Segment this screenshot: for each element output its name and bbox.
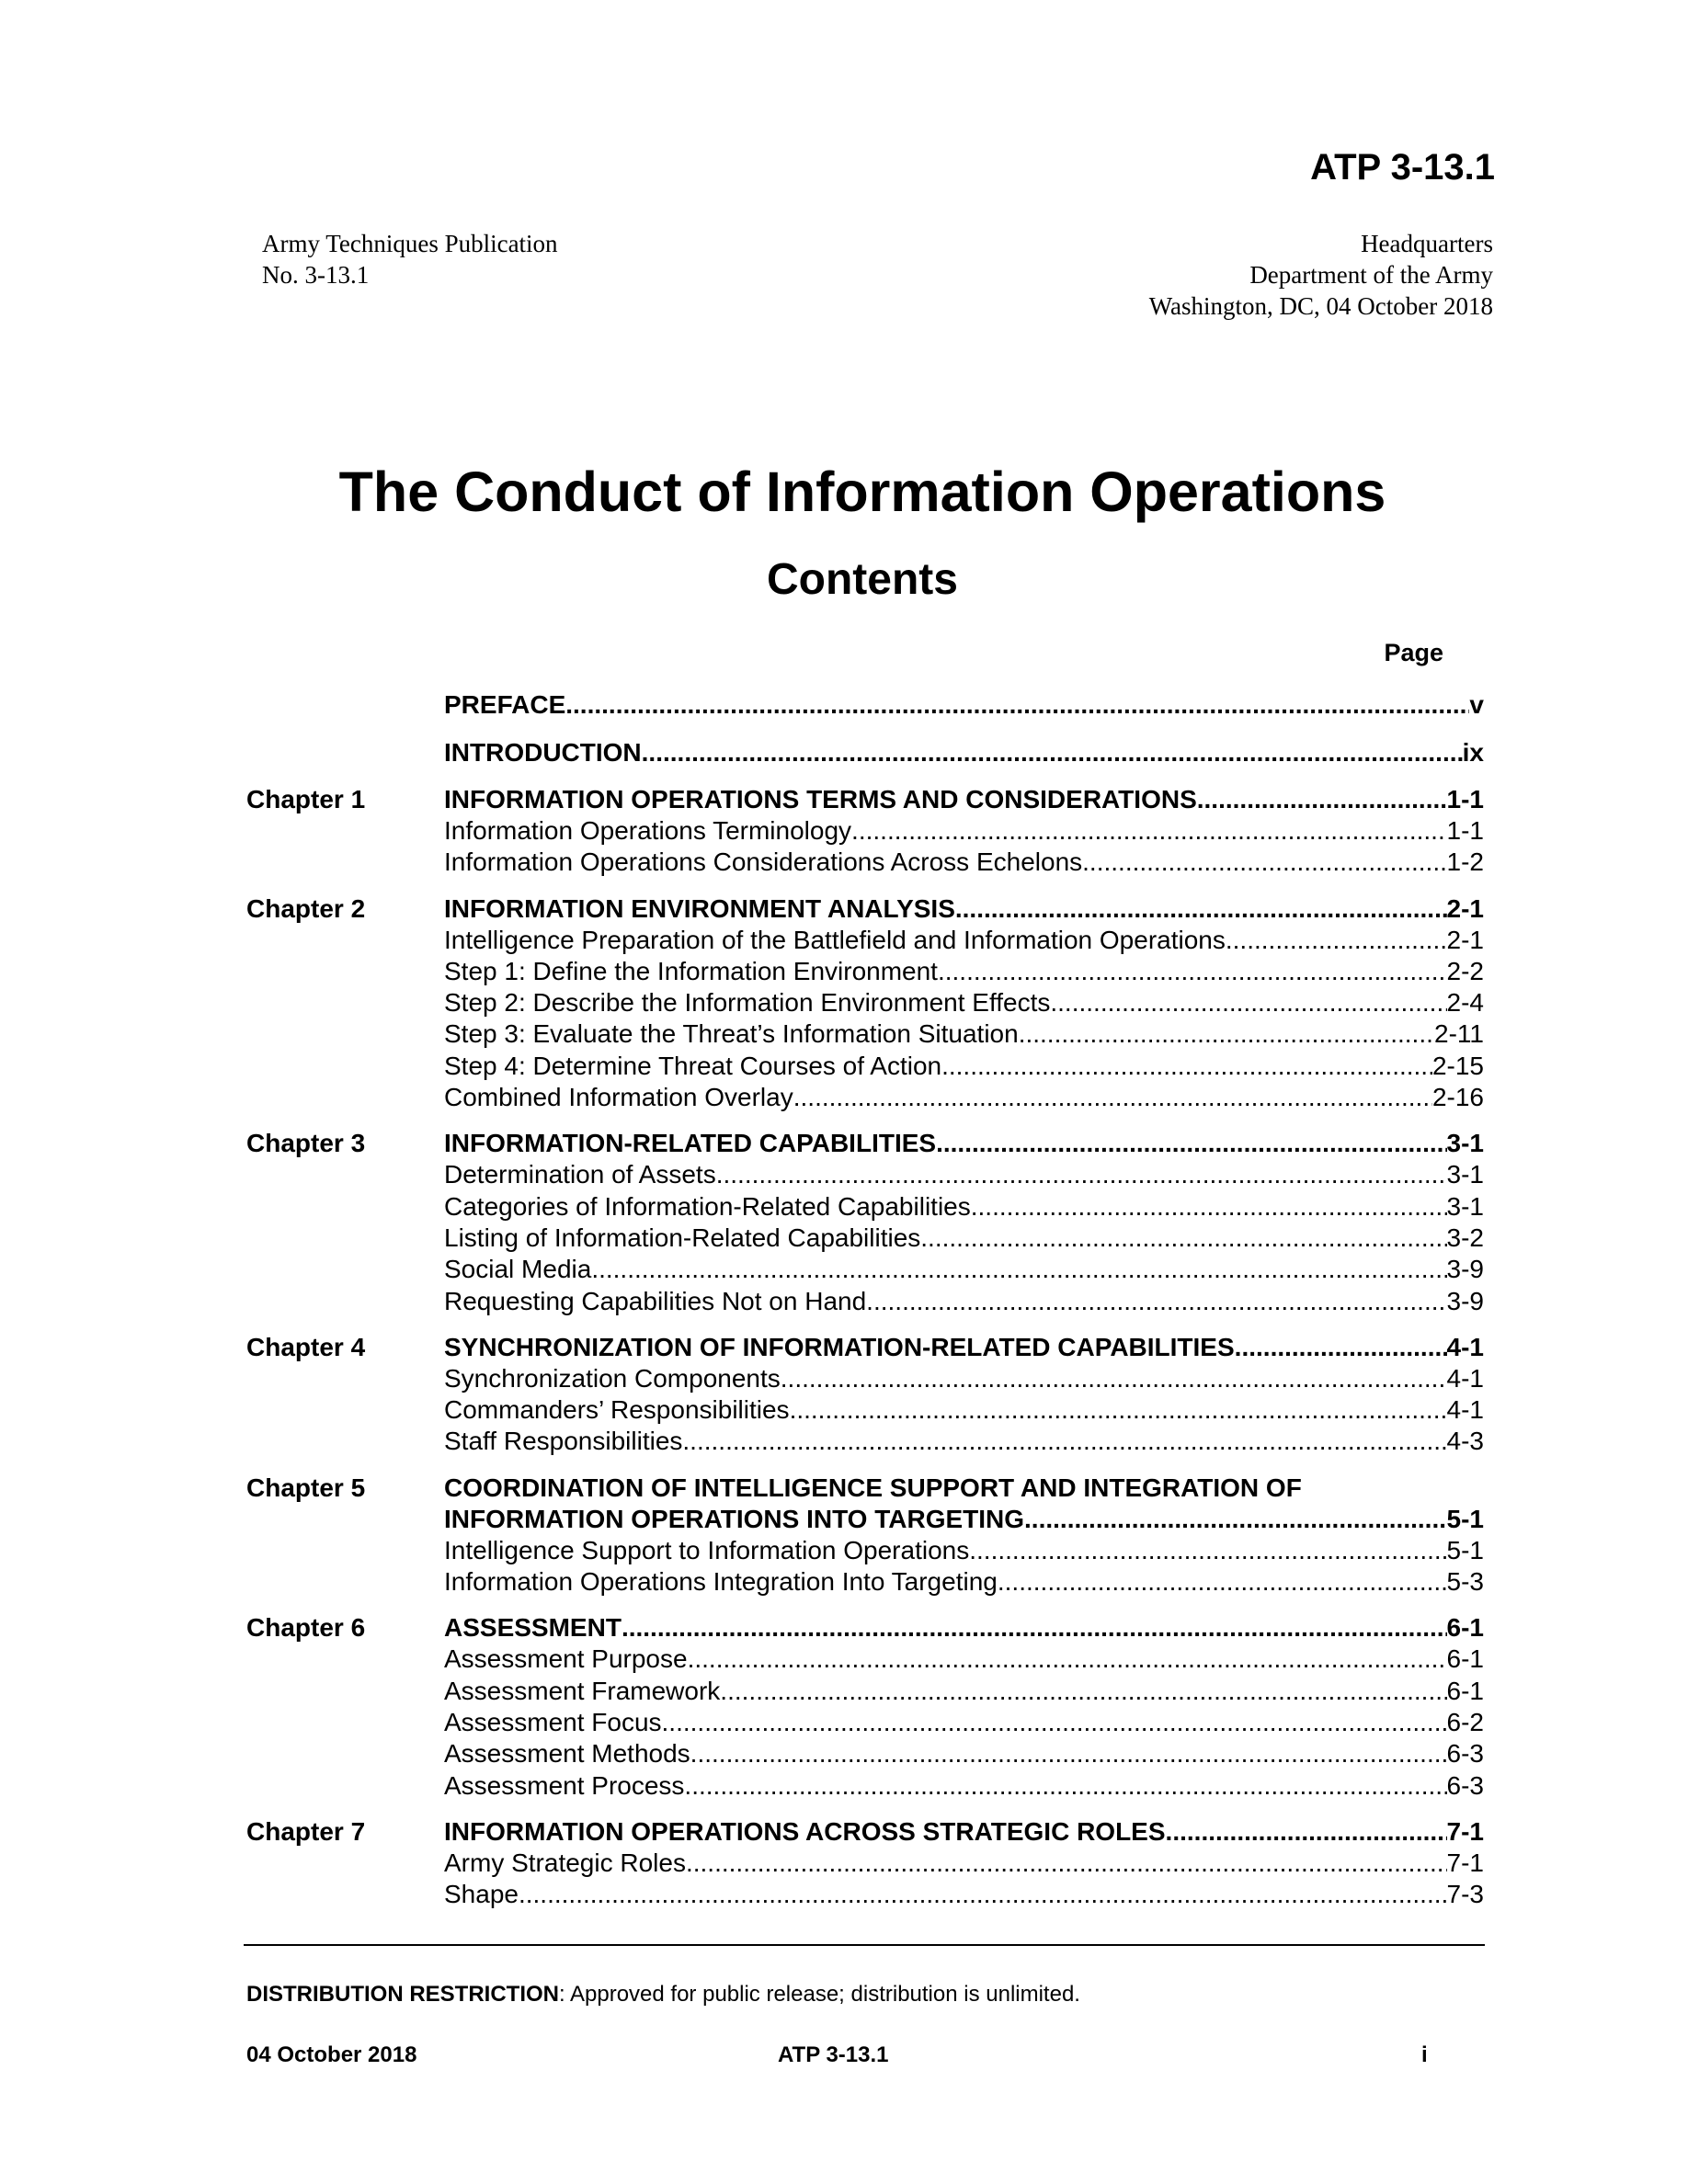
section-page: 2-4 [1446,988,1484,1018]
leader-dots [971,1191,1447,1223]
section-title: Assessment Methods [444,1739,690,1769]
leader-dots [938,956,1447,987]
section-page: 6-3 [1446,1770,1484,1800]
chapter-title-line-1: COORDINATION OF INTELLIGENCE SUPPORT AND INTEGRATION OF [444,1473,1302,1502]
toc-section-entry[interactable] [444,987,1484,1018]
section-page: 3-9 [1446,1286,1484,1315]
chapter-label: Chapter 1 [246,785,366,813]
section-title: Information Operations Terminology [444,816,852,845]
toc-entry-page: ix [1462,738,1484,767]
toc-entry-title: INTRODUCTION [444,738,642,767]
toc-section-entry[interactable] [444,1254,1484,1285]
section-title: Intelligence Support to Information Operations [444,1535,970,1564]
section-title: Assessment Framework [444,1676,721,1705]
section-page: 3-1 [1446,1191,1484,1221]
leader-dots [686,1848,1447,1879]
section-title: Army Strategic Roles [444,1848,686,1877]
section-title: Categories of Information-Related Capabilities [444,1191,971,1221]
leader-dots [662,1707,1447,1738]
section-title: Information Operations Integration Into Targeting [444,1567,998,1597]
headquarters-block [1149,228,1493,322]
chapter-label: Chapter 6 [246,1613,366,1643]
toc-section-entry[interactable] [444,847,1484,878]
leader-dots [941,1051,1432,1082]
toc-section-entry[interactable] [444,1848,1484,1879]
section-title: Social Media [444,1255,592,1284]
chapter-title-entry[interactable] [444,1612,1484,1644]
toc-entry-introduction[interactable] [444,737,1484,768]
chapter-title-entry[interactable] [444,1816,1484,1848]
document-id: ATP 3-13.1 [1310,147,1495,188]
section-page: 7-3 [1446,1880,1484,1909]
section-title: Synchronization Components [444,1363,781,1393]
leader-dots [682,1426,1446,1457]
chapter-2 [246,893,1484,1114]
footer-page-number: i [1421,2042,1428,2067]
chapter-label: Chapter 4 [246,1332,366,1361]
toc-section-entry[interactable] [444,1707,1484,1738]
leader-dots [1226,925,1447,956]
publication-number: No. 3-13.1 [262,261,370,289]
toc-section-entry[interactable] [444,815,1484,847]
section-title: Step 3: Evaluate the Threat’s Information Situation [444,1019,1019,1049]
leader-dots [781,1363,1447,1394]
toc-section-entry[interactable] [444,1770,1484,1802]
chapter-4 [246,1332,1484,1458]
chapter-7 [246,1816,1484,1911]
toc-section-entry[interactable] [444,1879,1484,1910]
distribution-label: DISTRIBUTION RESTRICTION [246,1982,559,2007]
toc-entry-preface[interactable] [444,689,1484,721]
toc-section-entry[interactable] [444,1082,1484,1113]
leader-dots [790,1394,1447,1426]
toc-section-entry[interactable] [444,1566,1484,1598]
chapter-6 [246,1612,1484,1801]
section-page: 2-1 [1446,925,1484,954]
chapter-1 [246,784,1484,879]
chapter-title: INFORMATION OPERATIONS TERMS AND CONSIDERATIONS [444,785,1197,813]
section-page: 6-2 [1446,1707,1484,1736]
chapter-title: INFORMATION ENVIRONMENT ANALYSIS [444,893,955,923]
front-matter [444,689,1484,768]
section-title: Staff Responsibilities [444,1427,683,1456]
section-page: 2-11 [1434,1019,1484,1049]
leader-dots [1197,784,1447,815]
chapter-title: INFORMATION-RELATED CAPABILITIES [444,1129,937,1158]
leader-dots [998,1566,1447,1598]
leader-dots [565,689,1469,721]
chapter-page: 2-1 [1446,893,1484,923]
section-page: 6-1 [1446,1676,1484,1705]
leader-dots [936,1128,1446,1159]
section-title: Shape [444,1880,519,1909]
section-page: 4-1 [1446,1395,1484,1425]
location-date-line: Washington, DC, 04 October 2018 [1148,292,1493,320]
footer-divider [244,1944,1485,1946]
chapter-label: Chapter 7 [246,1816,366,1846]
leader-dots [622,1612,1447,1644]
toc-entry-title: PREFACE [444,690,566,719]
toc-section-entry[interactable] [444,1223,1484,1254]
toc-section-entry[interactable] [444,1738,1484,1769]
footer-document-id: ATP 3-13.1 [778,2042,889,2067]
section-title: Assessment Purpose [444,1644,688,1674]
section-page: 7-1 [1446,1848,1484,1877]
section-title: Determination of Assets [444,1160,716,1189]
section-title: Requesting Capabilities Not on Hand [444,1286,867,1315]
toc-section-entry[interactable] [444,1051,1484,1082]
leader-dots [716,1159,1447,1190]
toc-section-entry[interactable] [444,1018,1484,1050]
chapter-title: SYNCHRONIZATION OF INFORMATION-RELATED CAPABILITIES [444,1332,1235,1361]
leader-dots [1235,1332,1447,1363]
section-page: 5-3 [1446,1567,1484,1597]
section-title: Step 1: Define the Information Environment [444,956,938,985]
leader-dots [955,893,1447,925]
section-page: 2-16 [1431,1083,1484,1112]
section-title: Step 4: Determine Threat Courses of Action [444,1051,942,1080]
toc-section-entry[interactable] [444,1394,1484,1426]
section-title: Combined Information Overlay [444,1083,793,1112]
section-page: 4-1 [1446,1363,1484,1393]
section-page: 3-2 [1446,1223,1484,1252]
leader-dots [1082,847,1446,878]
distribution-text: : Approved for public release; distribution is unlimited. [559,1982,1080,2007]
chapter-title-entry[interactable] [444,1128,1484,1159]
toc-section-entry[interactable] [444,1426,1484,1457]
chapter-title: INFORMATION OPERATIONS INTO TARGETING [444,1504,1025,1533]
leader-dots [720,1676,1446,1707]
section-title: Assessment Process [444,1770,685,1800]
section-page: 6-3 [1446,1739,1484,1769]
toc-section-entry[interactable] [444,1363,1484,1394]
chapter-3 [246,1128,1484,1316]
section-title: Listing of Information-Related Capabilities [444,1223,921,1252]
page-column-label: Page [1384,639,1443,666]
leader-dots [591,1254,1446,1285]
section-page: 1-2 [1446,847,1484,877]
department-line: Department of the Army [1249,261,1493,289]
leader-dots [1024,1504,1447,1535]
section-title: Commanders’ Responsibilities [444,1395,790,1425]
toc-section-entry[interactable] [444,1644,1484,1675]
chapter-title-entry[interactable] [444,893,1484,925]
leader-dots [969,1535,1446,1566]
chapter-page: 1-1 [1446,785,1484,813]
section-page: 2-2 [1446,956,1484,985]
chapter-label: Chapter 2 [246,893,366,923]
leader-dots [642,737,1463,768]
chapter-page: 7-1 [1446,1816,1484,1846]
leader-dots [519,1879,1447,1910]
toc-section-entry[interactable] [444,1191,1484,1223]
chapter-page: 3-1 [1446,1129,1484,1158]
toc-section-entry[interactable] [444,1676,1484,1707]
headquarters-line: Headquarters [1361,230,1493,257]
chapter-page: 4-1 [1446,1332,1484,1361]
leader-dots [1019,1018,1434,1050]
leader-dots [688,1644,1447,1675]
page-title: The Conduct of Information Operations [338,461,1386,523]
section-page: 1-1 [1446,816,1484,845]
section-page: 3-9 [1446,1255,1484,1284]
distribution-restriction [246,1982,1080,2008]
section-page: 5-1 [1446,1535,1484,1564]
publication-type: Army Techniques Publication [262,230,558,257]
publication-block [262,228,558,290]
leader-dots [1166,1816,1447,1848]
chapter-title-entry[interactable] [444,784,1484,815]
leader-dots [1050,987,1446,1018]
leader-dots [793,1082,1432,1113]
footer-date: 04 October 2018 [246,2042,417,2067]
chapter-label: Chapter 5 [246,1473,366,1502]
section-title: Step 2: Describe the Information Environment Effects [444,988,1051,1018]
section-title: Information Operations Considerations Across Echelons [444,847,1083,877]
section-title: Intelligence Preparation of the Battlefield and Information Operations [444,925,1226,954]
leader-dots [851,815,1446,847]
leader-dots [690,1738,1447,1769]
chapter-page: 6-1 [1446,1613,1484,1643]
chapter-label: Chapter 3 [246,1129,366,1158]
leader-dots [920,1223,1446,1254]
toc-entry-page: v [1469,690,1484,719]
toc-section-entry[interactable] [444,1535,1484,1566]
section-page: 2-15 [1431,1051,1484,1080]
section-title: Assessment Focus [444,1707,662,1736]
toc-section-entry[interactable] [444,1159,1484,1190]
chapter-title-entry[interactable] [444,1332,1484,1363]
chapter-title: ASSESSMENT [444,1613,622,1643]
contents-heading: Contents [767,555,958,604]
toc-section-entry[interactable] [444,956,1484,987]
table-of-contents [246,680,1484,1910]
section-page: 3-1 [1446,1160,1484,1189]
toc-section-entry[interactable] [444,1286,1484,1317]
chapter-5 [246,1473,1484,1598]
chapter-page: 5-1 [1446,1504,1484,1533]
chapter-title-entry[interactable] [444,1504,1484,1535]
toc-section-entry[interactable] [444,925,1484,956]
chapter-title: INFORMATION OPERATIONS ACROSS STRATEGIC ROLES [444,1816,1166,1846]
section-page: 4-3 [1446,1427,1484,1456]
section-page: 6-1 [1446,1644,1484,1674]
leader-dots [684,1770,1446,1802]
leader-dots [866,1286,1446,1317]
